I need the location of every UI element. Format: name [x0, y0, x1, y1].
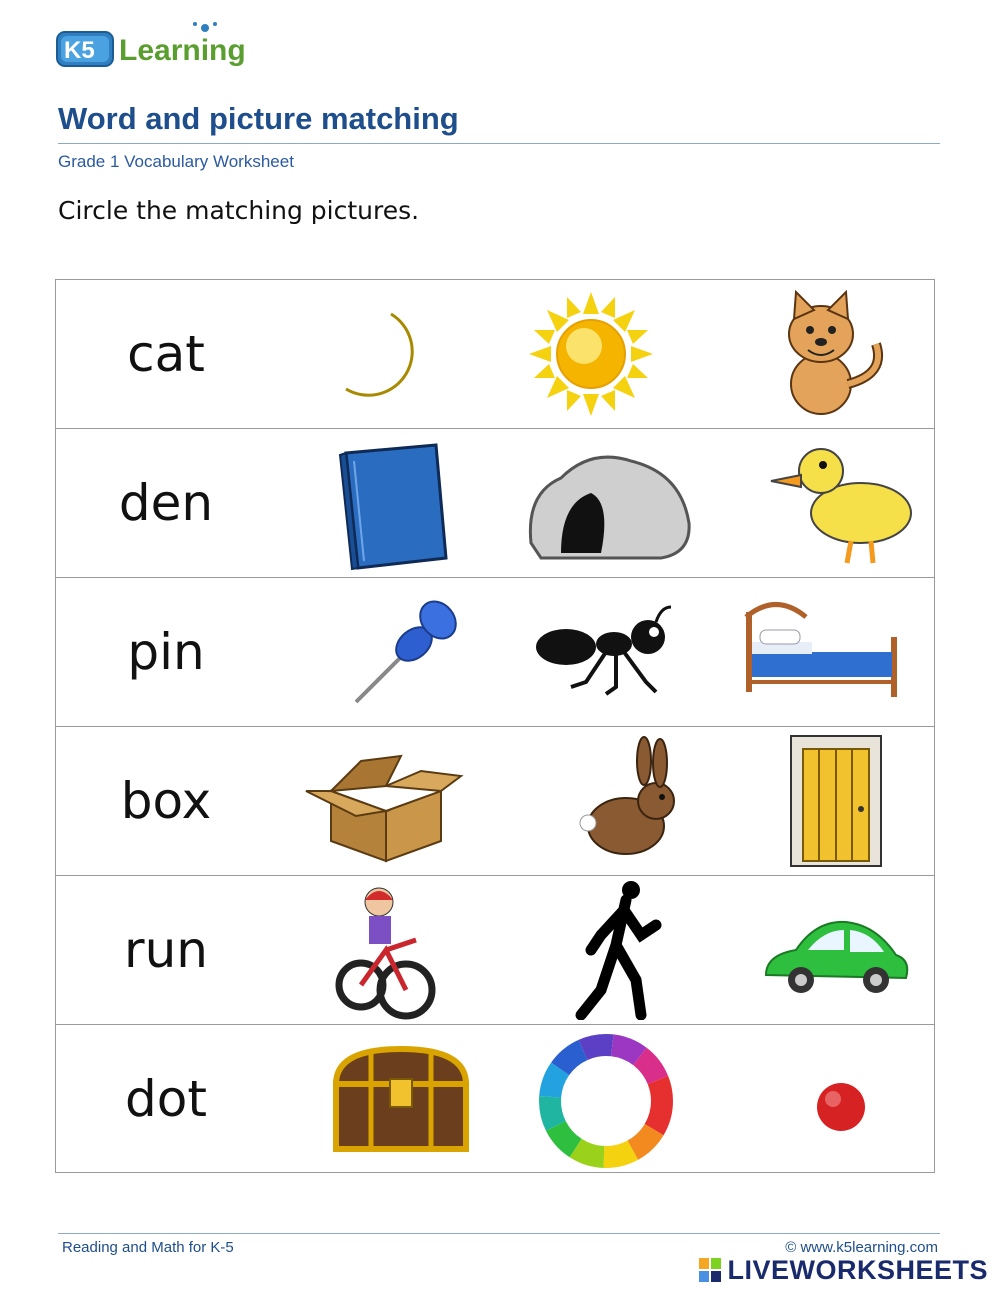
footer-tagline: Reading and Math for K-5: [62, 1239, 234, 1256]
treasure-chest-picture[interactable]: [316, 1029, 486, 1169]
svg-text:K5: K5: [64, 37, 95, 64]
cat-picture[interactable]: [736, 284, 906, 424]
liveworksheets-text: LIVEWORKSHEETS: [727, 1254, 988, 1285]
rabbit-picture[interactable]: [556, 731, 726, 871]
duck-picture[interactable]: [761, 433, 931, 573]
row-run: [56, 876, 934, 1025]
ant-picture[interactable]: [526, 582, 696, 722]
row-den: [56, 429, 934, 578]
footer-divider: [58, 1233, 940, 1234]
pushpin-picture[interactable]: [326, 582, 496, 722]
moon-picture[interactable]: [296, 284, 466, 424]
footer-copyright: © www.k5learning.com: [785, 1239, 938, 1256]
word-label: pin: [127, 623, 205, 681]
color-wheel-picture[interactable]: [521, 1029, 691, 1169]
row-cat: [56, 280, 934, 429]
book-picture[interactable]: [316, 433, 486, 573]
dot-picture[interactable]: [756, 1029, 926, 1169]
svg-text:Learning: Learning: [119, 34, 246, 67]
row-box: [56, 727, 934, 876]
title-divider: [58, 143, 940, 144]
liveworksheets-icon: [699, 1258, 721, 1282]
row-pin: [56, 578, 934, 727]
box-picture[interactable]: [301, 731, 471, 871]
instructions: Circle the matching pictures.: [58, 196, 420, 225]
word-label: den: [118, 474, 214, 532]
matching-grid: [55, 279, 935, 1173]
worksheet-title: Word and picture matching: [58, 101, 459, 136]
bicycle-picture[interactable]: [311, 880, 481, 1020]
bed-picture[interactable]: [736, 582, 906, 722]
k5-learning-logo: [55, 18, 265, 74]
word-label: dot: [125, 1070, 207, 1128]
worksheet-subtitle: Grade 1 Vocabulary Worksheet: [58, 152, 294, 171]
row-dot: [56, 1025, 934, 1174]
word-label: cat: [127, 325, 205, 383]
sun-picture[interactable]: [506, 284, 676, 424]
door-picture[interactable]: [766, 731, 936, 871]
cave-picture[interactable]: [521, 433, 691, 573]
car-picture[interactable]: [746, 880, 916, 1020]
word-label: box: [120, 772, 212, 830]
runner-picture[interactable]: [536, 880, 706, 1020]
liveworksheets-watermark: [699, 1256, 988, 1284]
word-label: run: [124, 921, 208, 979]
